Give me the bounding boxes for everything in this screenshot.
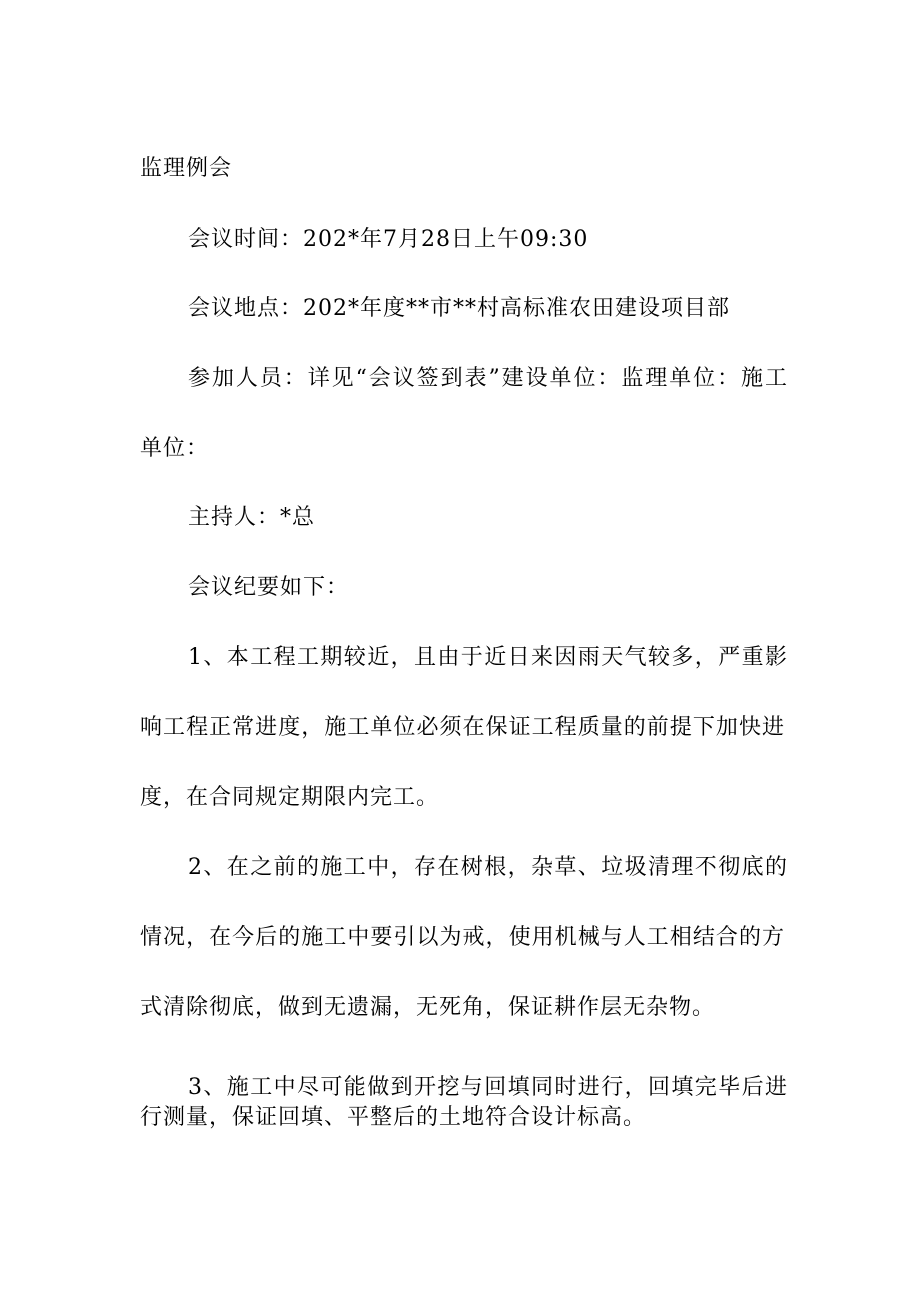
minutes-intro: 会议纪要如下： <box>188 575 350 600</box>
meeting-place: 会议地点：202*年度**市**村高标准农田建设项目部 <box>188 296 730 321</box>
attendees-line-1: 参加人员：详见“会议签到表”建设单位：监理单位：施工 <box>188 366 788 391</box>
item-2-line-1: 2、在之前的施工中，存在树根，杂草、垃圾清理不彻底的 <box>188 855 788 880</box>
item-1-line-3: 度，在合同规定期限内完工。 <box>140 785 440 810</box>
host: 主持人：*总 <box>188 505 316 530</box>
item-3-line-2: 行测量，保证回填、平整后的土地符合设计标高。 <box>140 1105 647 1130</box>
item-2-line-3: 式清除彻底，做到无遗漏，无死角，保证耕作层无杂物。 <box>140 995 716 1020</box>
item-1-line-2: 响工程正常进度，施工单位必须在保证工程质量的前提下加快进 <box>140 715 785 740</box>
attendees-line-2: 单位： <box>140 436 210 461</box>
item-2-line-2: 情况，在今后的施工中要引以为戒，使用机械与人工相结合的方 <box>140 925 785 950</box>
item-1-line-1: 1、本工程工期较近，且由于近日来因雨天气较多，严重影 <box>188 645 788 670</box>
document-title: 监理例会 <box>140 156 233 181</box>
meeting-time: 会议时间：202*年7月28日上午09:30 <box>188 227 589 252</box>
item-3-line-1: 3、施工中尽可能做到开挖与回填同时进行，回填完毕后进 <box>188 1075 788 1100</box>
